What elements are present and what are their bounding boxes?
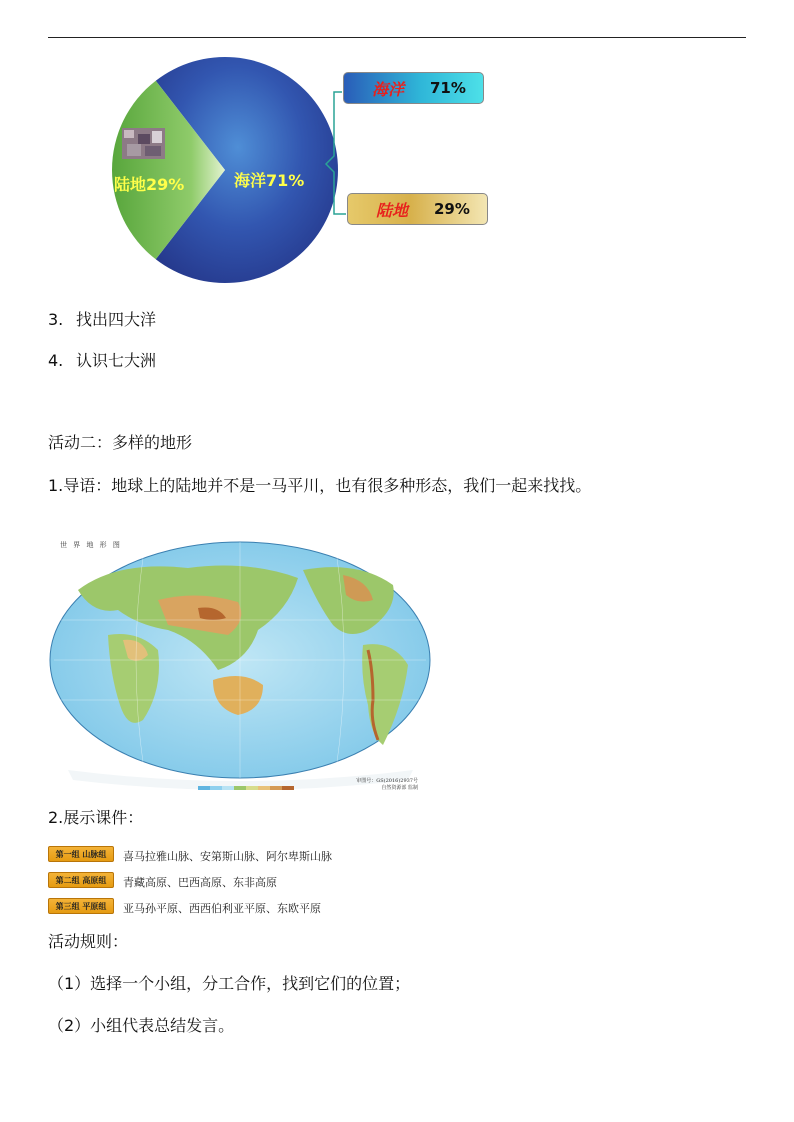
list-item-number: 4. xyxy=(48,351,64,370)
rules-heading: 活动规则： xyxy=(48,932,129,951)
rule-item: （2）小组代表总结发言。 xyxy=(48,1016,235,1035)
map-approval-note: 审图号：GS(2016)2937号 自然资源部 监制 xyxy=(356,778,418,791)
group-tag-mountain: 第一组 山脉组 xyxy=(48,846,114,862)
group-text-plateau: 青藏高原、巴西高原、东非高原 xyxy=(123,876,277,889)
activity-heading: 活动二：多样的地形 xyxy=(48,433,193,452)
list-item-number: 3. xyxy=(48,310,64,329)
intro-paragraph: 1.导语：地球上的陆地并不是一马平川，也有很多种形态，我们一起来找找。 xyxy=(48,476,592,495)
ocean-callout xyxy=(343,72,484,104)
group-text-plain: 亚马孙平原、西西伯利亚平原、东欧平原 xyxy=(123,902,321,915)
rule-item: （1）选择一个小组，分工合作，找到它们的位置； xyxy=(48,974,411,993)
pie-ocean-label: 海洋71% xyxy=(234,171,305,190)
world-terrain-map xyxy=(48,530,432,796)
land-callout-name: 陆地 xyxy=(376,200,409,220)
group-text-mountain: 喜马拉雅山脉、安第斯山脉、阿尔卑斯山脉 xyxy=(123,850,332,863)
pie-land-label: 陆地29% xyxy=(114,175,185,194)
list-item xyxy=(48,310,156,330)
header-rule xyxy=(48,37,746,38)
show-heading: 2.展示课件： xyxy=(48,808,144,827)
list-item xyxy=(48,351,156,371)
land-callout-pct: 29% xyxy=(434,200,470,218)
list-item-text: 认识七大洲 xyxy=(76,351,157,370)
map-title: 世 界 地 形 图 xyxy=(60,541,122,549)
group-tag-plateau: 第二组 高原组 xyxy=(48,872,114,888)
list-item-text: 找出四大洋 xyxy=(76,310,157,329)
land-callout xyxy=(347,193,488,225)
group-tag-plain: 第三组 平原组 xyxy=(48,898,114,914)
ocean-callout-name: 海洋 xyxy=(372,79,405,99)
ocean-callout-pct: 71% xyxy=(430,79,466,97)
